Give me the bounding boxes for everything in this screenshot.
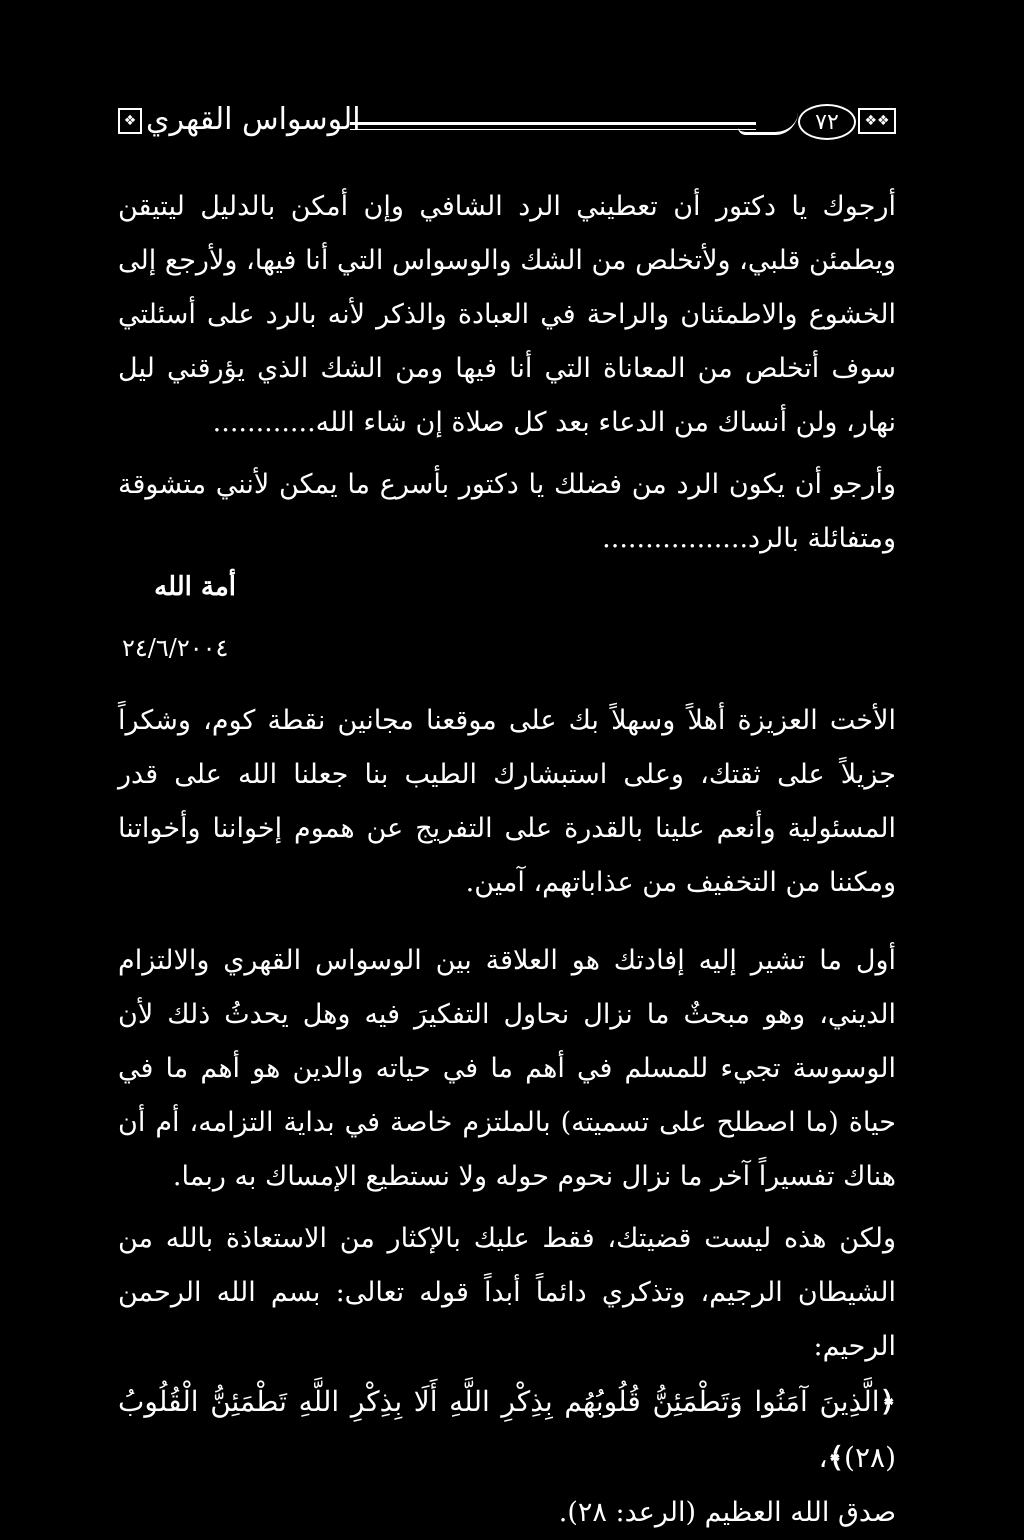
verse-after: ، [818, 1441, 828, 1474]
running-title: الوسواس القهري [146, 102, 361, 137]
verse-text: الَّذِينَ آمَنُوا وَتَطْمَئِنُّ قُلُوبُهُم بِذِكْرِ اللَّهِ أَلَا بِذِكْرِ اللَّهِ تَطْمَئِنُّ الْقُلُوبُ [118, 1385, 880, 1418]
header-rule [350, 122, 756, 125]
quran-verse [118, 1374, 896, 1486]
letter-paragraph-1: أرجوك يا دكتور أن تعطيني الرد الشافي وإن أمكن بالدليل ليتيقن ويطمئن قلبي، ولأتخلص من الشك والوسواس التي أنا فيها، ولأرجع إلى الخشوع والاطمئنان والراحة في العبادة والذكر لأنه بالرد على أسئلتي سوف أتخلص من المعاناة التي أنا فيها ومن الشك الذي يؤرقني ليل نهار، ولن أنساك من الدعاء بعد كل صلاة إن شاء الله............ [118, 191, 896, 438]
letter-signature: أمة الله [154, 572, 236, 602]
left-ornament-icon: ❖ [118, 108, 142, 134]
letter-paragraph-2: وأرجو أن يكون الرد من فضلك يا دكتور بأسرع ما يمكن لأنني متشوقة ومتفائلة بالرد................. [118, 469, 896, 554]
reply-paragraph-1: الأخت العزيزة أهلاً وسهلاً بك على موقعنا مجانين نقطة كوم، وشكراً جزيلاً على ثقتك، وعلى استبشارك الطيب بنا جعلنا الله على قدر المسئولية وأنعم علينا بالقدرة على التفريج عن هموم إخواننا وأخواتنا ومكننا من التخفيف من عذاباتهم، آمين. [118, 705, 896, 898]
page-header [118, 100, 896, 156]
verse-open-bracket: ﴿ [879, 1385, 896, 1418]
page-body [118, 180, 896, 1540]
verse-closing: صدق الله العظيم (الرعد: ٢٨). [558, 1497, 896, 1528]
flourish-icon [738, 112, 798, 135]
reply-paragraph-2: أول ما تشير إليه إفادتك هو العلاقة بين الوسواس القهري والالتزام الديني، وهو مبحثٌ ما نزال نحاول التفكيرَ فيه وهل يحدثُ ذلك لأن الوسوسة تجيء للمسلم في أهم ما في حياته والدين هو أهم ما في حياة (ما اصطلح على تسميته) بالملتزم خاصة في بداية التزامه، أم أن هناك تفسيراً آخر ما نزال نحوم حوله ولا نستطيع الإمساك به ربما. [118, 945, 896, 1192]
verse-close-bracket: ﴾ [827, 1441, 845, 1474]
verse-number: (٢٨) [844, 1441, 896, 1474]
letter-date: ٢٤/٦/٢٠٠٤ [122, 634, 229, 662]
page-number: ٧٢ [798, 104, 856, 140]
right-ornament-icon: ❖❖ [858, 108, 896, 134]
signature-block [118, 566, 896, 686]
reply-paragraph-3: ولكن هذه ليست قضيتك، فقط عليك بالإكثار من الاستعاذة بالله من الشيطان الرجيم، وتذكري دائماً أبداً قوله تعالى: بسم الله الرحمن الرحيم: [118, 1223, 896, 1362]
